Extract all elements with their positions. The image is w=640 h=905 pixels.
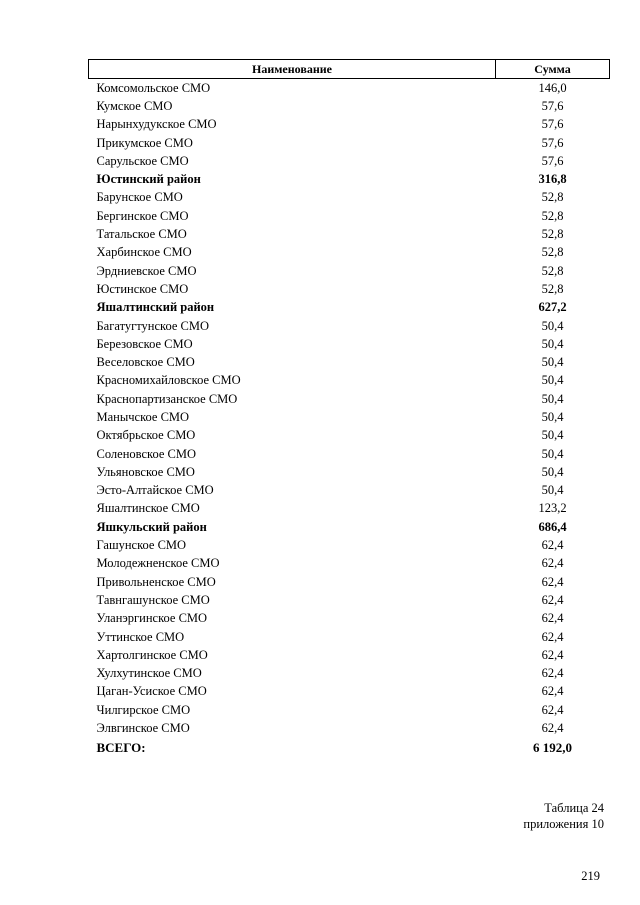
district-row bbox=[89, 170, 610, 188]
table-row bbox=[89, 628, 610, 646]
table-caption bbox=[523, 800, 604, 832]
table-row bbox=[89, 683, 610, 701]
municipality-sum: 62,4 bbox=[541, 538, 564, 553]
municipality-sum: 62,4 bbox=[541, 574, 564, 589]
municipality-sum: 146,0 bbox=[538, 80, 567, 95]
column-header-sum: Сумма bbox=[496, 60, 610, 79]
municipality-name: Веселовское СМО bbox=[96, 355, 195, 370]
table-row bbox=[89, 646, 610, 664]
municipality-name: Уланэргинское СМО bbox=[96, 611, 208, 626]
municipality-name: Октябрьское СМО bbox=[96, 428, 196, 443]
table-caption-line2: приложения 10 bbox=[523, 817, 604, 831]
municipality-name: Эрдниевское СМО bbox=[96, 263, 197, 278]
municipality-sum: 62,4 bbox=[541, 556, 564, 571]
district-sum: 627,2 bbox=[538, 300, 567, 315]
municipality-name: Прикумское СМО bbox=[96, 135, 193, 150]
total-row bbox=[89, 738, 610, 758]
municipality-name: Яшалтинское СМО bbox=[96, 501, 200, 516]
municipality-sum: 52,8 bbox=[541, 208, 564, 223]
table-row bbox=[89, 536, 610, 554]
district-sum: 686,4 bbox=[538, 519, 567, 534]
municipality-name: Цаган-Усиское СМО bbox=[96, 684, 207, 699]
table-row bbox=[89, 427, 610, 445]
table-row bbox=[89, 152, 610, 170]
municipality-sum: 50,4 bbox=[541, 373, 564, 388]
district-sum: 316,8 bbox=[538, 172, 567, 187]
municipality-sum: 50,4 bbox=[541, 391, 564, 406]
municipality-name: Манычское СМО bbox=[96, 409, 190, 424]
table-row bbox=[89, 665, 610, 683]
municipality-sum: 57,6 bbox=[541, 153, 564, 168]
municipality-name: Молодежненское СМО bbox=[96, 556, 220, 571]
municipality-name: Сарульское СМО bbox=[96, 153, 189, 168]
table-row bbox=[89, 189, 610, 207]
municipality-sum: 50,4 bbox=[541, 428, 564, 443]
municipality-name: Чилгирское СМО bbox=[96, 702, 191, 717]
table-row bbox=[89, 719, 610, 737]
municipality-sum: 57,6 bbox=[541, 117, 564, 132]
district-name: Яшкульский район bbox=[96, 519, 207, 534]
page-number: 219 bbox=[581, 869, 600, 883]
column-header-name: Наименование bbox=[89, 60, 496, 79]
municipality-sum: 50,4 bbox=[541, 409, 564, 424]
municipality-sum: 62,4 bbox=[541, 647, 564, 662]
municipality-name: Барунское СМО bbox=[96, 190, 183, 205]
municipality-name: Соленовское СМО bbox=[96, 446, 197, 461]
municipality-name: Татальское СМО bbox=[96, 227, 187, 242]
table-row bbox=[89, 463, 610, 481]
municipality-name: Юстинское СМО bbox=[96, 281, 189, 296]
municipality-sum: 50,4 bbox=[541, 355, 564, 370]
total-sum: 6 192,0 bbox=[533, 739, 572, 755]
table-row bbox=[89, 207, 610, 225]
municipality-name: Привольненское СМО bbox=[96, 574, 216, 589]
municipality-sum: 62,4 bbox=[541, 721, 564, 736]
municipality-sum: 62,4 bbox=[541, 702, 564, 717]
municipality-name: Гашунское СМО bbox=[96, 538, 187, 553]
municipality-name: Багатугтунское СМО bbox=[96, 318, 210, 333]
municipality-name: Краснопартизанское СМО bbox=[96, 391, 238, 406]
municipality-name: Эсто-Алтайское СМО bbox=[96, 483, 214, 498]
municipality-name: Кумское СМО bbox=[96, 98, 173, 113]
table-row bbox=[89, 134, 610, 152]
table-row bbox=[89, 591, 610, 609]
municipality-sum: 50,4 bbox=[541, 483, 564, 498]
table-row bbox=[89, 701, 610, 719]
municipality-sum: 50,4 bbox=[541, 318, 564, 333]
municipality-sum: 62,4 bbox=[541, 666, 564, 681]
table-row bbox=[89, 408, 610, 426]
municipality-sum: 50,4 bbox=[541, 446, 564, 461]
total-label: ВСЕГО: bbox=[96, 739, 146, 755]
municipality-sum: 123,2 bbox=[538, 501, 567, 516]
district-name: Яшалтинский район bbox=[96, 300, 215, 315]
municipality-name: Хартолгинское СМО bbox=[96, 647, 208, 662]
municipality-sum: 52,8 bbox=[541, 245, 564, 260]
table-row bbox=[89, 500, 610, 518]
table-row bbox=[89, 244, 610, 262]
table-body bbox=[89, 79, 610, 758]
table-row bbox=[89, 482, 610, 500]
table-row bbox=[89, 390, 610, 408]
municipality-sum: 50,4 bbox=[541, 336, 564, 351]
table-row bbox=[89, 610, 610, 628]
table-row bbox=[89, 97, 610, 115]
table-row bbox=[89, 317, 610, 335]
table-row bbox=[89, 225, 610, 243]
municipality-name: Красномихайловское СМО bbox=[96, 373, 241, 388]
allocation-table-container bbox=[88, 59, 610, 758]
table-row bbox=[89, 116, 610, 134]
municipality-name: Комсомольское СМО bbox=[96, 80, 211, 95]
municipality-name: Элвгинское СМО bbox=[96, 721, 190, 736]
table-header-row bbox=[89, 60, 610, 79]
table-row bbox=[89, 573, 610, 591]
municipality-name: Уттинское СМО bbox=[96, 629, 185, 644]
municipality-sum: 57,6 bbox=[541, 98, 564, 113]
allocation-table bbox=[88, 59, 610, 758]
district-row bbox=[89, 299, 610, 317]
municipality-sum: 62,4 bbox=[541, 684, 564, 699]
municipality-name: Ульяновское СМО bbox=[96, 464, 195, 479]
table-row bbox=[89, 353, 610, 371]
table-row bbox=[89, 555, 610, 573]
district-row bbox=[89, 518, 610, 536]
municipality-sum: 57,6 bbox=[541, 135, 564, 150]
table-row bbox=[89, 79, 610, 98]
table-row bbox=[89, 335, 610, 353]
municipality-sum: 62,4 bbox=[541, 592, 564, 607]
municipality-name: Хулхутинское СМО bbox=[96, 666, 202, 681]
table-row bbox=[89, 262, 610, 280]
table-row bbox=[89, 372, 610, 390]
municipality-sum: 50,4 bbox=[541, 464, 564, 479]
municipality-name: Харбинское СМО bbox=[96, 245, 192, 260]
municipality-sum: 52,8 bbox=[541, 281, 564, 296]
table-caption-line1: Таблица 24 bbox=[544, 801, 604, 815]
municipality-name: Бергинское СМО bbox=[96, 208, 189, 223]
municipality-sum: 62,4 bbox=[541, 611, 564, 626]
table-row bbox=[89, 445, 610, 463]
municipality-sum: 52,8 bbox=[541, 263, 564, 278]
municipality-sum: 62,4 bbox=[541, 629, 564, 644]
municipality-name: Нарынхудукское СМО bbox=[96, 117, 217, 132]
table-row bbox=[89, 280, 610, 298]
municipality-sum: 52,8 bbox=[541, 190, 564, 205]
municipality-name: Березовское СМО bbox=[96, 336, 193, 351]
municipality-sum: 52,8 bbox=[541, 227, 564, 242]
district-name: Юстинский район bbox=[96, 172, 201, 187]
municipality-name: Тавнгашунское СМО bbox=[96, 592, 210, 607]
